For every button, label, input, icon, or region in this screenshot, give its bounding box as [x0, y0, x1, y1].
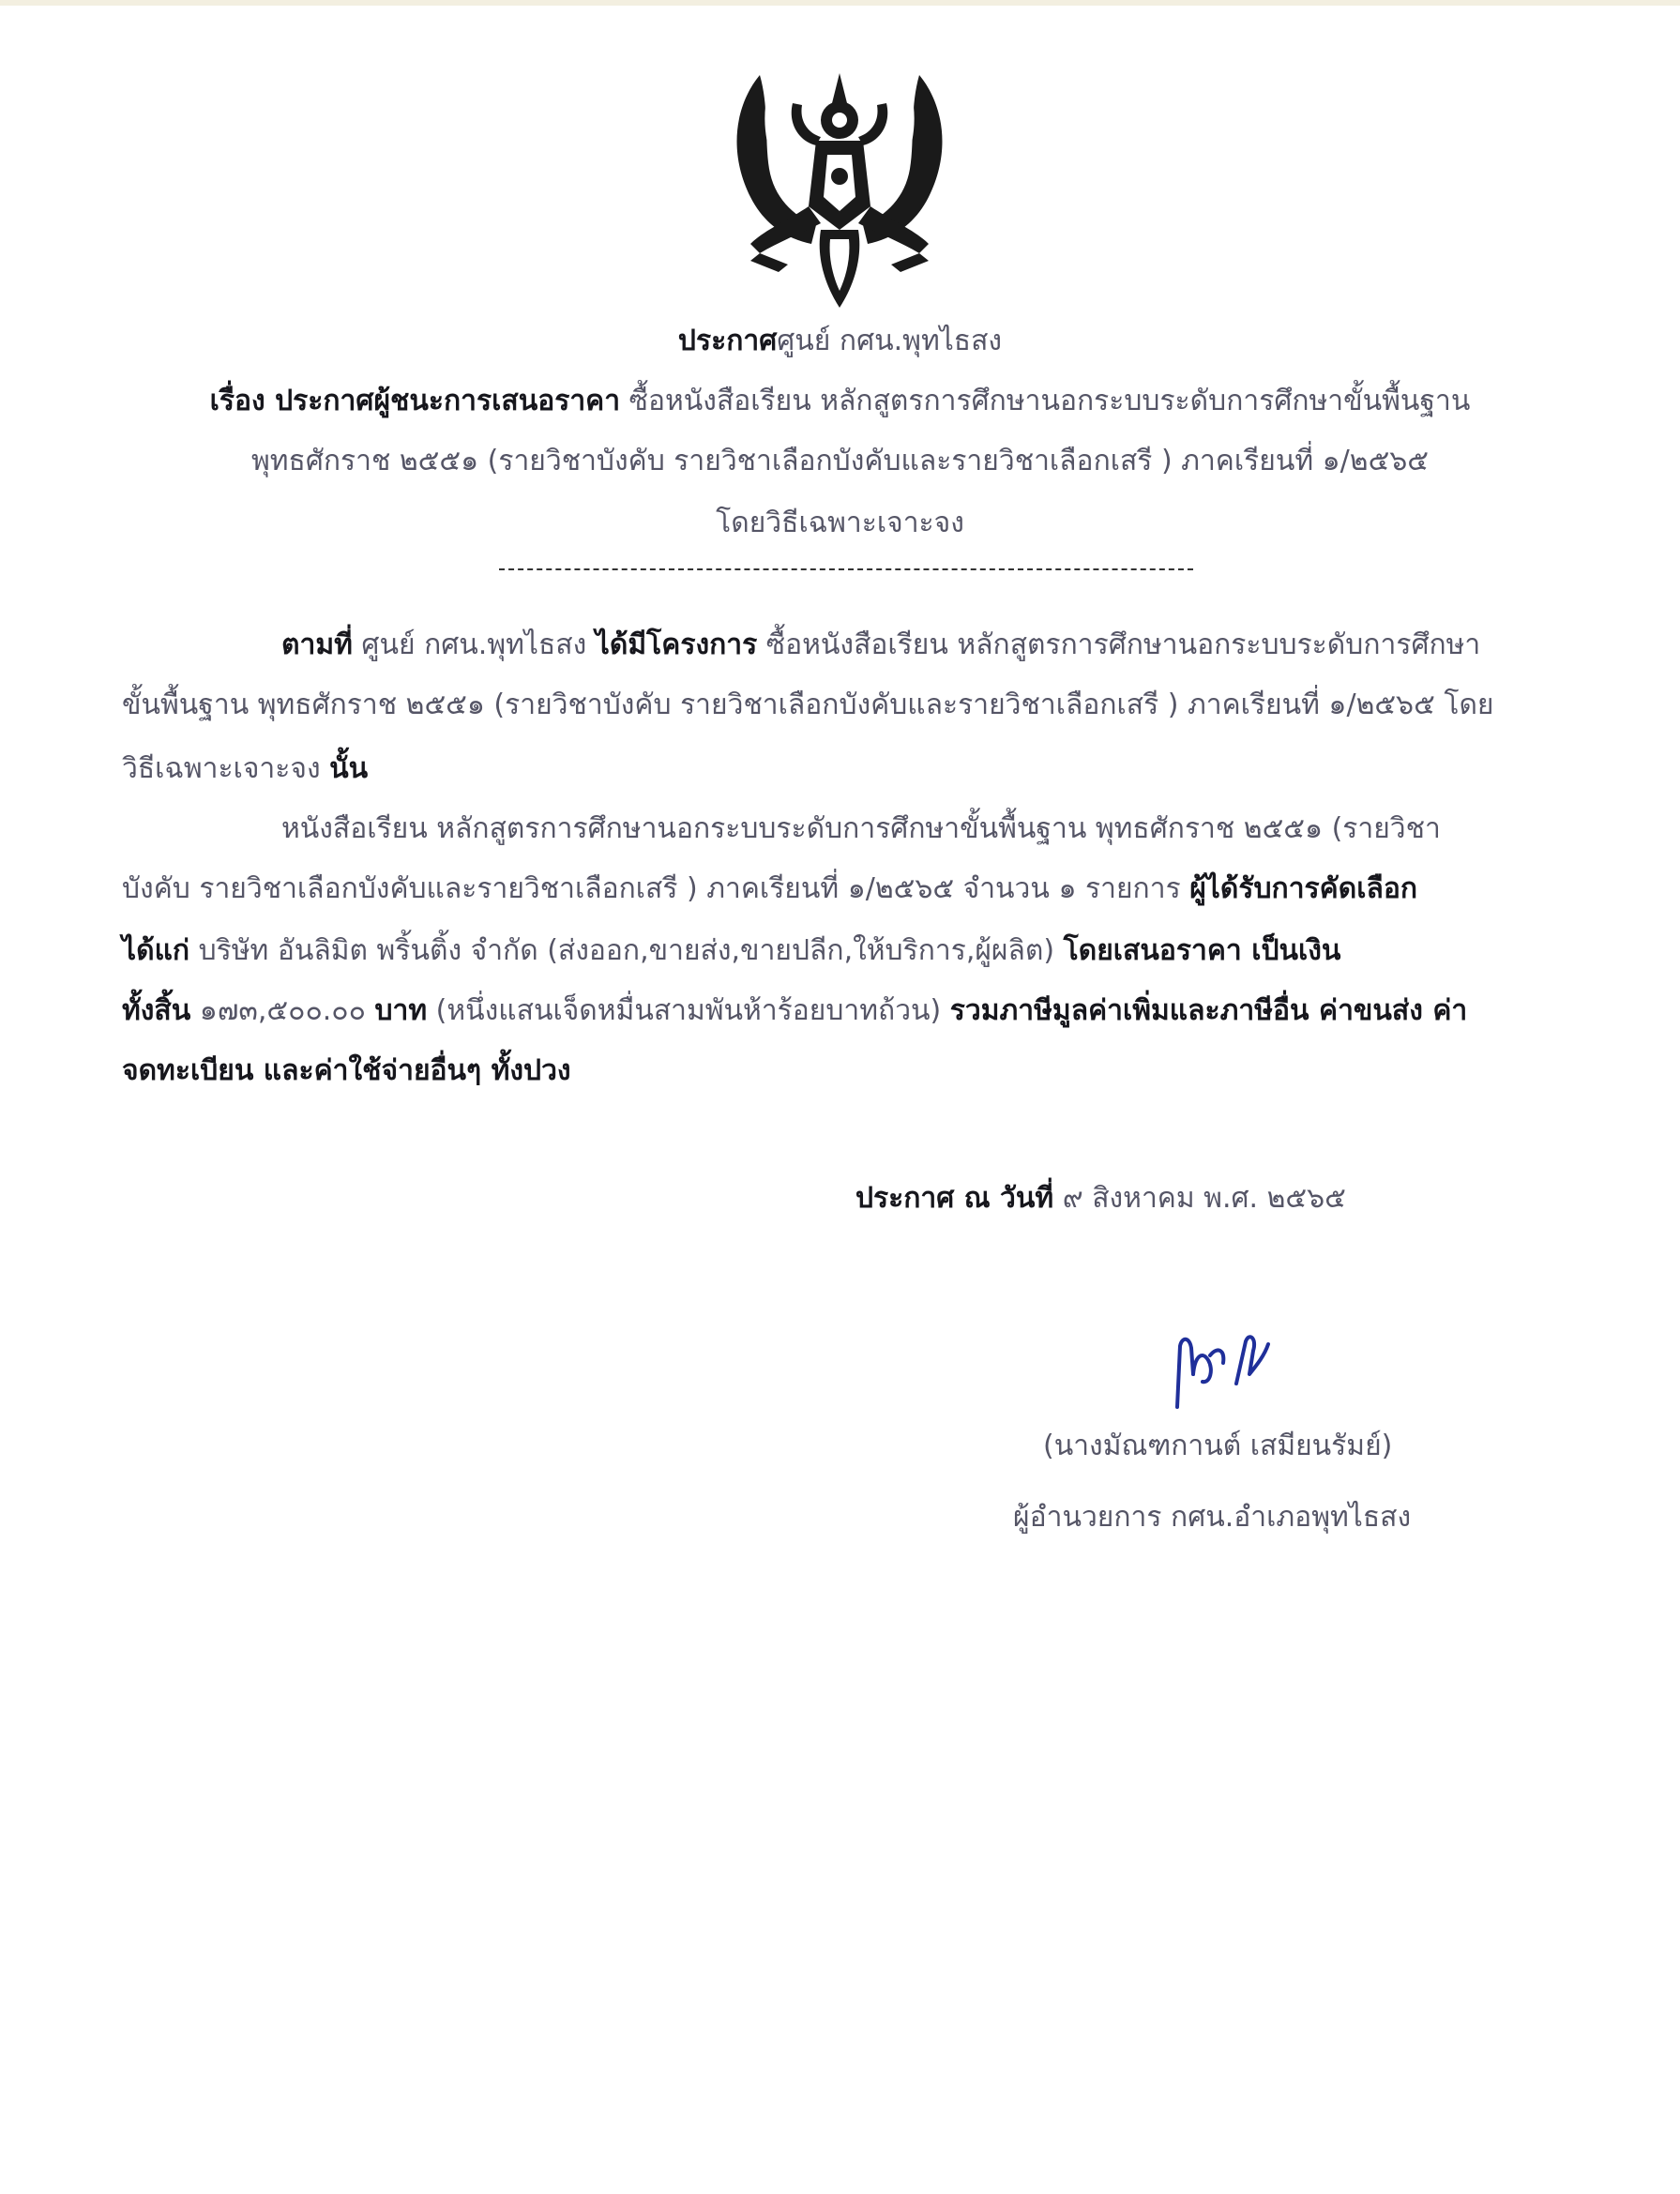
scan-edge: [0, 0, 1680, 6]
para2-amount-words: (หนึ่งแสนเจ็ดหมื่นสามพันห้าร้อยบาทถ้วน): [427, 994, 950, 1027]
para2-currency: บาท: [374, 994, 428, 1027]
para2-amount: ๑๗๓,๕๐๐.๐๐: [190, 994, 375, 1027]
separator-line: [499, 568, 1193, 570]
date-label: ประกาศ ณ วันที่: [855, 1182, 1054, 1215]
para2-total-label: ทั้งสิ้น: [122, 994, 191, 1027]
subject-line-1: [0, 383, 1680, 420]
date-value: ๙ สิงหาคม พ.ศ. ๒๕๖๕: [1053, 1182, 1346, 1215]
announcement-date: [855, 1180, 1346, 1218]
para1-project-label: ได้มีโครงการ: [595, 628, 758, 661]
para2-tax-note: รวมภาษีมูลค่าเพิ่มและภาษีอื่น ค่าขนส่ง ค่า: [949, 994, 1468, 1027]
para2-company-name: บริษัท อันลิมิต พริ้นติ้ง จำกัด (ส่งออก,ขายส่ง,ขายปลีก,ให้บริการ,ผู้ผลิต): [189, 934, 1064, 967]
garuda-emblem-icon: [722, 66, 957, 314]
subject-rest: ซื้อหนังสือเรียน หลักสูตรการศึกษานอกระบบระดับการศึกษาขั้นพื้นฐาน: [620, 385, 1471, 417]
handwritten-signature: [1163, 1318, 1285, 1421]
para1-method: วิธีเฉพาะเจาะจง: [122, 752, 330, 785]
para1-center-name: ศูนย์ กศน.พุทไธสง: [352, 628, 596, 661]
para2-item-count: บังคับ รายวิชาเลือกบังคับและรายวิชาเลือกเสรี ) ภาคเรียนที่ ๑/๒๕๖๕ จำนวน ๑ รายการ: [122, 872, 1190, 905]
para2-line-3: [122, 932, 1340, 970]
subject-line-3: โดยวิธีเฉพาะเจาะจง: [716, 507, 964, 539]
para2-winner-label: ได้แก่: [122, 934, 190, 967]
para1-ending: นั้น: [329, 752, 369, 785]
para2-line-1: หนังสือเรียน หลักสูตรการศึกษานอกระบบระดับการศึกษาขั้นพื้นฐาน พุทธศักราช ๒๕๕๑ (รายวิชา: [281, 812, 1441, 845]
signatory-name: (นางมัณฑกานต์ เสมียนรัมย์): [1043, 1430, 1393, 1462]
para2-selected-label: ผู้ได้รับการคัดเลือก: [1189, 872, 1418, 905]
para1-word-as: ตามที่: [281, 628, 353, 661]
para1-line-1: [281, 627, 1480, 664]
org-title-rest: ศูนย์ กศน.พุทไธสง: [777, 325, 1003, 357]
subject-line-2: พุทธศักราช ๒๕๕๑ (รายวิชาบังคับ รายวิชาเลือกบังคับและรายวิชาเลือกเสรี ) ภาคเรียนที่ ๑/๒๕๖๕: [250, 445, 1430, 477]
para1-line-3: [122, 750, 368, 788]
org-title-bold: ประกาศ: [677, 325, 778, 357]
para2-offer-label: โดยเสนอราคา เป็นเงิน: [1063, 934, 1341, 967]
signatory-title: ผู้อำนวยการ กศน.อำเภอพุทไธสง: [1013, 1501, 1412, 1534]
org-title: [0, 323, 1680, 360]
para2-line-2: [122, 870, 1417, 908]
para2-line-4: [122, 992, 1467, 1030]
para2-line-5: จดทะเบียน และค่าใช้จ่ายอื่นๆ ทั้งปวง: [122, 1054, 571, 1087]
para1-project-text: ซื้อหนังสือเรียน หลักสูตรการศึกษานอกระบบระดับการศึกษา: [757, 628, 1481, 661]
para1-line-2: ขั้นพื้นฐาน พุทธศักราช ๒๕๕๑ (รายวิชาบังคับ รายวิชาเลือกบังคับและรายวิชาเลือกเสรี ) ภาคเรียนที่ ๑/๒๕๖๕ โดย: [122, 688, 1494, 721]
subject-bold: เรื่อง ประกาศผู้ชนะการเสนอราคา: [209, 385, 621, 417]
